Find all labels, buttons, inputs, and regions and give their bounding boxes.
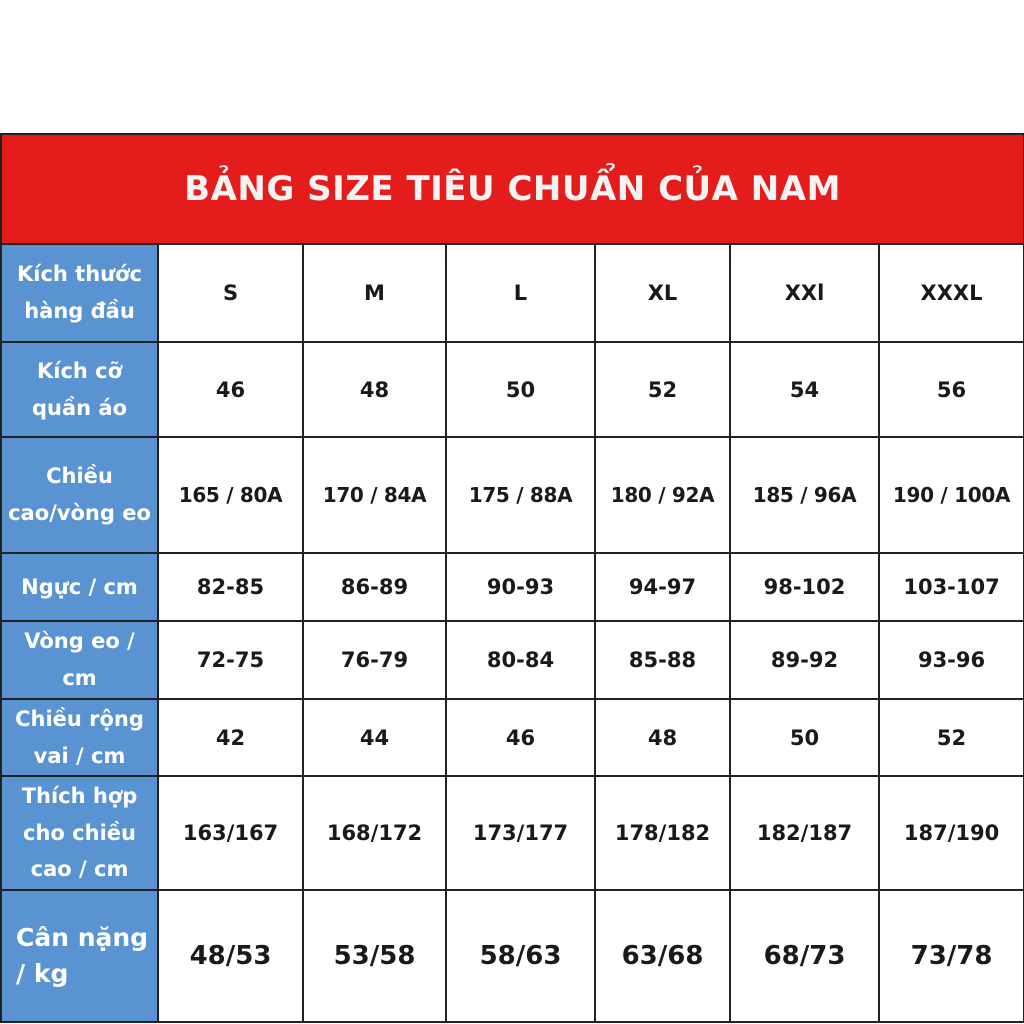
value-cell: 68/73 <box>730 890 879 1022</box>
row-label: Kích cỡ quần áo <box>1 342 158 437</box>
value-cell: 63/68 <box>595 890 730 1022</box>
value-cell: 165 / 80A <box>158 437 303 553</box>
row-label: Vòng eo / cm <box>1 621 158 699</box>
size-cell: M <box>303 244 446 342</box>
value-cell: 98-102 <box>730 553 879 621</box>
value-cell: 190 / 100A <box>879 437 1024 553</box>
value-cell: 163/167 <box>158 776 303 890</box>
size-cell: XXXL <box>879 244 1024 342</box>
value-cell: 44 <box>303 699 446 776</box>
value-cell: 94-97 <box>595 553 730 621</box>
value-cell: 93-96 <box>879 621 1024 699</box>
value-cell: 182/187 <box>730 776 879 890</box>
value-cell: 48 <box>595 699 730 776</box>
size-cell: S <box>158 244 303 342</box>
value-cell: 89-92 <box>730 621 879 699</box>
value-cell: 85-88 <box>595 621 730 699</box>
value-cell: 90-93 <box>446 553 595 621</box>
row-label: Cân nặng / kg <box>1 890 158 1022</box>
value-cell: 82-85 <box>158 553 303 621</box>
size-chart-table <box>0 133 1024 1023</box>
value-cell: 48 <box>303 342 446 437</box>
row-suitable-height <box>1 776 1024 890</box>
value-cell: 53/58 <box>303 890 446 1022</box>
value-cell: 170 / 84A <box>303 437 446 553</box>
value-cell: 72-75 <box>158 621 303 699</box>
row-shoulder-width <box>1 699 1024 776</box>
value-cell: 103-107 <box>879 553 1024 621</box>
row-top-size <box>1 244 1024 342</box>
size-cell: XL <box>595 244 730 342</box>
value-cell: 52 <box>879 699 1024 776</box>
value-cell: 56 <box>879 342 1024 437</box>
value-cell: 48/53 <box>158 890 303 1022</box>
row-waist <box>1 621 1024 699</box>
value-cell: 73/78 <box>879 890 1024 1022</box>
value-cell: 180 / 92A <box>595 437 730 553</box>
row-chest <box>1 553 1024 621</box>
value-cell: 46 <box>158 342 303 437</box>
row-weight <box>1 890 1024 1022</box>
value-cell: 46 <box>446 699 595 776</box>
value-cell: 50 <box>730 699 879 776</box>
value-cell: 80-84 <box>446 621 595 699</box>
value-cell: 168/172 <box>303 776 446 890</box>
table-title: BẢNG SIZE TIÊU CHUẨN CỦA NAM <box>1 134 1024 244</box>
title-row <box>1 134 1024 244</box>
value-cell: 54 <box>730 342 879 437</box>
value-cell: 76-79 <box>303 621 446 699</box>
value-cell: 185 / 96A <box>730 437 879 553</box>
row-label: Ngực / cm <box>1 553 158 621</box>
row-label: Kích thước hàng đầu <box>1 244 158 342</box>
value-cell: 42 <box>158 699 303 776</box>
value-cell: 175 / 88A <box>446 437 595 553</box>
row-label: Chiều rộng vai / cm <box>1 699 158 776</box>
value-cell: 52 <box>595 342 730 437</box>
value-cell: 50 <box>446 342 595 437</box>
row-clothing-size <box>1 342 1024 437</box>
value-cell: 178/182 <box>595 776 730 890</box>
row-label: Chiều cao/vòng eo <box>1 437 158 553</box>
value-cell: 187/190 <box>879 776 1024 890</box>
value-cell: 86-89 <box>303 553 446 621</box>
size-cell: XXl <box>730 244 879 342</box>
value-cell: 173/177 <box>446 776 595 890</box>
value-cell: 58/63 <box>446 890 595 1022</box>
row-height-waist <box>1 437 1024 553</box>
size-cell: L <box>446 244 595 342</box>
row-label: Thích hợp cho chiều cao / cm <box>1 776 158 890</box>
